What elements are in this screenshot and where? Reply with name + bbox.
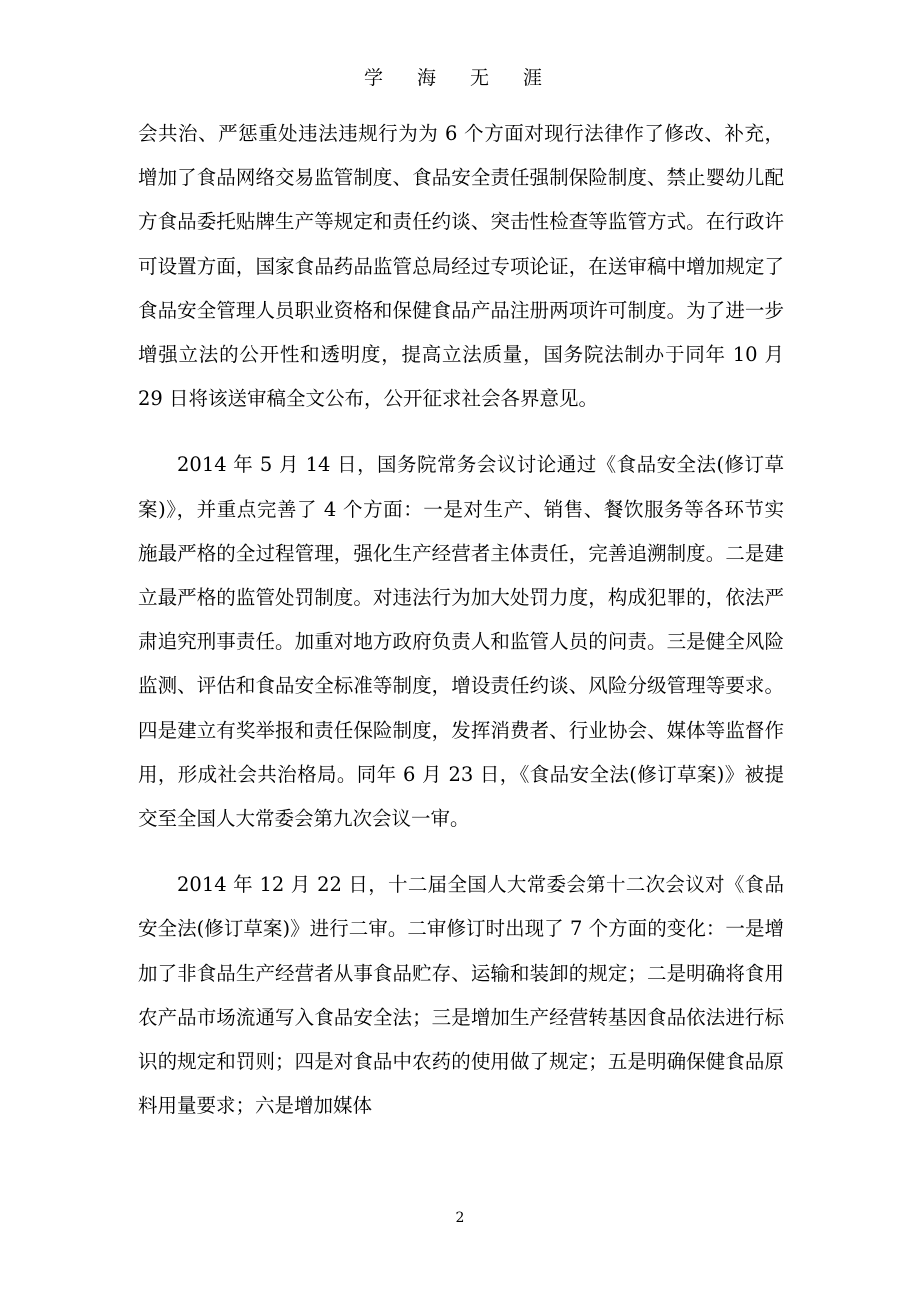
page-number: 2 xyxy=(455,1210,465,1226)
paragraph-2014-december: 2014 年 12 月 22 日，十二届全国人大常委会第十二次会议对《食品安全法(修订草案)》进行二审。二审修订时出现了 7 个方面的变化：一是增加了非食品生产经营者从事食品贮存、运输和装卸的规定；二是明确将食用农产品市场流通写入食品安全法；三是增加生产经营转基因食品依法进行标识的规定和罚则；四是对食品中农药的使用做了规定；五是明确保健食品原料用量要求；六是增加媒体 xyxy=(138,873,784,1118)
paragraph-2014-may: 2014 年 5 月 14 日，国务院常务会议讨论通过《食品安全法(修订草案)》，并重点完善了 4 个方面：一是对生产、销售、餐饮服务等各环节实施最严格的全过程管理，强化生产经营者主体责任，完善追溯制度。二是建立最严格的监管处罚制度。对违法行为加大处罚力度，构成犯罪的，依法严肃追究刑事责任。加重对地方政府负责人和监管人员的问责。三是健全风险监测、评估和食品安全标准等制度，增设责任约谈、风险分级管理等要求。四是建立有奖举报和责任保险制度，发挥消费者、行业协会、媒体等监督作用，形成社会共治格局。同年 6 月 23 日，《食品安全法(修订草案)》被提交至全国人大常委会第九次会议一审。 xyxy=(138,453,784,831)
document-body xyxy=(138,112,784,1128)
paragraph-spacer xyxy=(138,841,784,863)
paragraph-spacer xyxy=(138,421,784,443)
page-header-title: 学 海 无 涯 xyxy=(363,67,557,89)
paragraph-continuation: 会共治、严惩重处违法违规行为为 6 个方面对现行法律作了修改、补充，增加了食品网络交易监管制度、食品安全责任强制保险制度、禁止婴幼儿配方食品委托贴牌生产等规定和责任约谈、突击性检查等监管方式。在行政许可设置方面，国家食品药品监管总局经过专项论证，在送审稿中增加规定了食品安全管理人员职业资格和保健食品产品注册两项许可制度。为了进一步增强立法的公开性和透明度，提高立法质量，国务院法制办于同年 10 月 29 日将该送审稿全文公布，公开征求社会各界意见。 xyxy=(138,122,784,411)
